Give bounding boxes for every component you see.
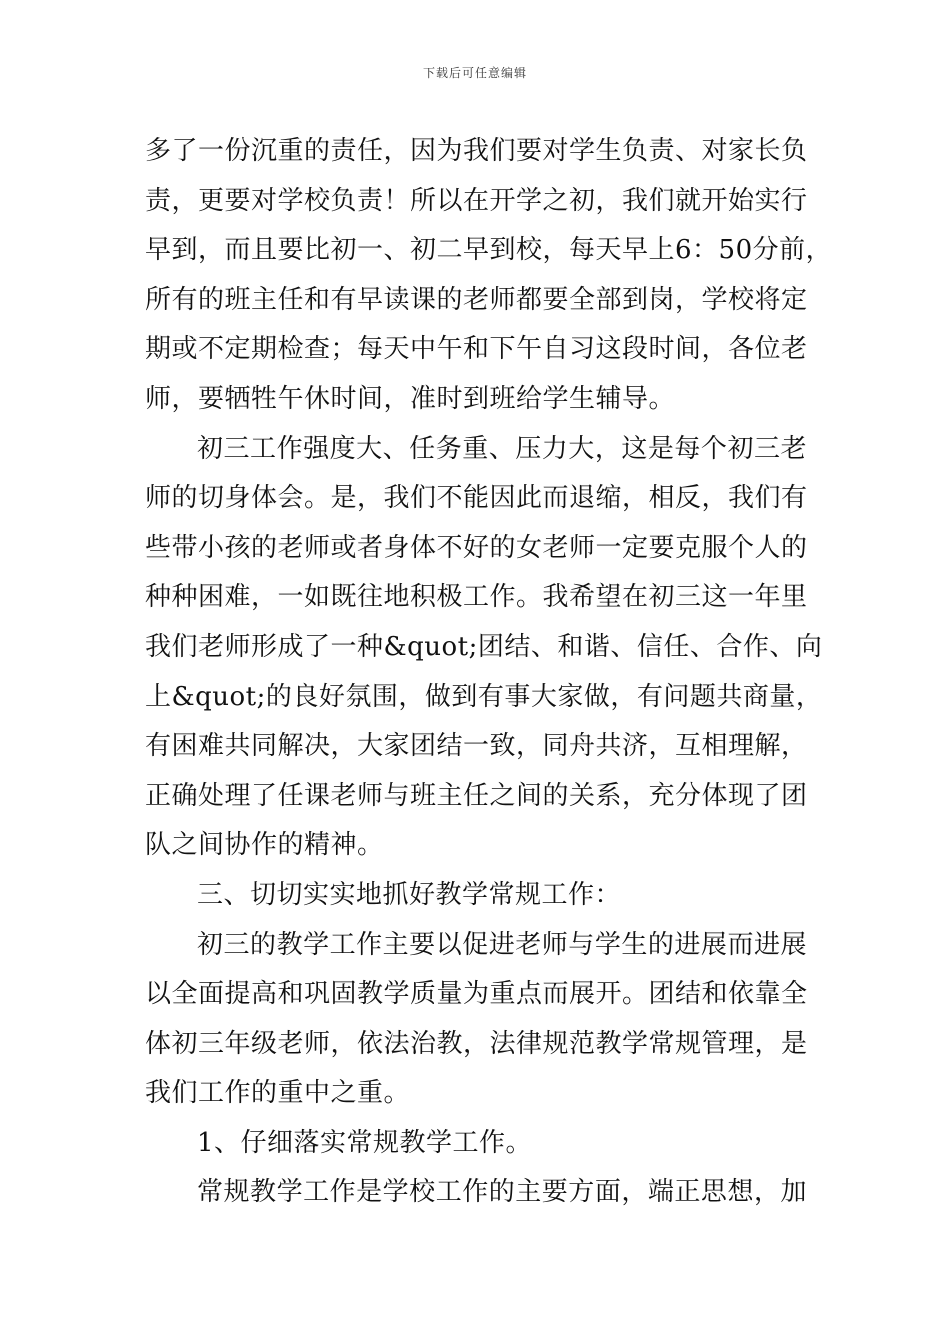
text-line: 我们工作的重中之重。 bbox=[145, 1078, 411, 1109]
text-line: 种种困难，一如既往地积极工作。我希望在初三这一年里 bbox=[145, 582, 808, 613]
subsection-heading bbox=[145, 1119, 807, 1169]
text-line: 有困难共同解决，大家团结一致，同舟共济，互相理解， bbox=[145, 731, 808, 762]
text-line: 初三的教学工作主要以促进老师与学生的进展而进展 bbox=[197, 929, 807, 960]
page-header: 下载后可任意编辑 bbox=[422, 66, 527, 80]
text-line: 责，更要对学校负责！所以在开学之初，我们就开始实行 bbox=[145, 185, 808, 216]
text-line: 1、仔细落实常规教学工作。 bbox=[197, 1127, 533, 1158]
text-line: 期或不定期检查；每天中午和下午自习这段时间，各位老 bbox=[145, 334, 808, 365]
text-line: 三、切切实实地抓好教学常规工作： bbox=[197, 879, 622, 910]
paragraph-3 bbox=[145, 921, 807, 1119]
text-line: 些带小孩的老师或者身体不好的女老师一定要克服个人的 bbox=[145, 532, 808, 563]
paragraph-1 bbox=[145, 127, 833, 425]
text-line: 上&quot;的良好氛围，做到有事大家做，有问题共商量， bbox=[145, 681, 823, 712]
text-line: 队之间协作的精神。 bbox=[145, 830, 384, 861]
section-heading bbox=[145, 871, 807, 921]
text-line: 所有的班主任和有早读课的老师都要全部到岗，学校将定 bbox=[145, 284, 808, 315]
text-line: 初三工作强度大、任务重、压力大，这是每个初三老 bbox=[197, 433, 807, 464]
text-line: 正确处理了任课老师与班主任之间的关系，充分体现了团 bbox=[145, 780, 808, 811]
text-line: 早到，而且要比初一、初二早到校，每天早上6：50分前， bbox=[145, 235, 833, 266]
text-line: 体初三年级老师，依法治教，法律规范教学常规管理，是 bbox=[145, 1028, 808, 1059]
document-body bbox=[145, 127, 833, 1218]
text-line: 以全面提高和巩固教学质量为重点而展开。团结和依靠全 bbox=[145, 979, 808, 1010]
text-line: 常规教学工作是学校工作的主要方面，端正思想，加 bbox=[197, 1177, 807, 1208]
text-line: 多了一份沉重的责任，因为我们要对学生负责、对家长负 bbox=[145, 136, 808, 166]
text-line: 师，要牺牲午休时间，准时到班给学生辅导。 bbox=[145, 383, 676, 414]
text-line: 师的切身体会。是，我们不能因此而退缩，相反，我们有 bbox=[145, 483, 808, 514]
paragraph-2 bbox=[145, 425, 823, 871]
paragraph-4 bbox=[145, 1168, 807, 1218]
text-line: 我们老师形成了一种&quot;团结、和谐、信任、合作、向 bbox=[145, 631, 823, 662]
